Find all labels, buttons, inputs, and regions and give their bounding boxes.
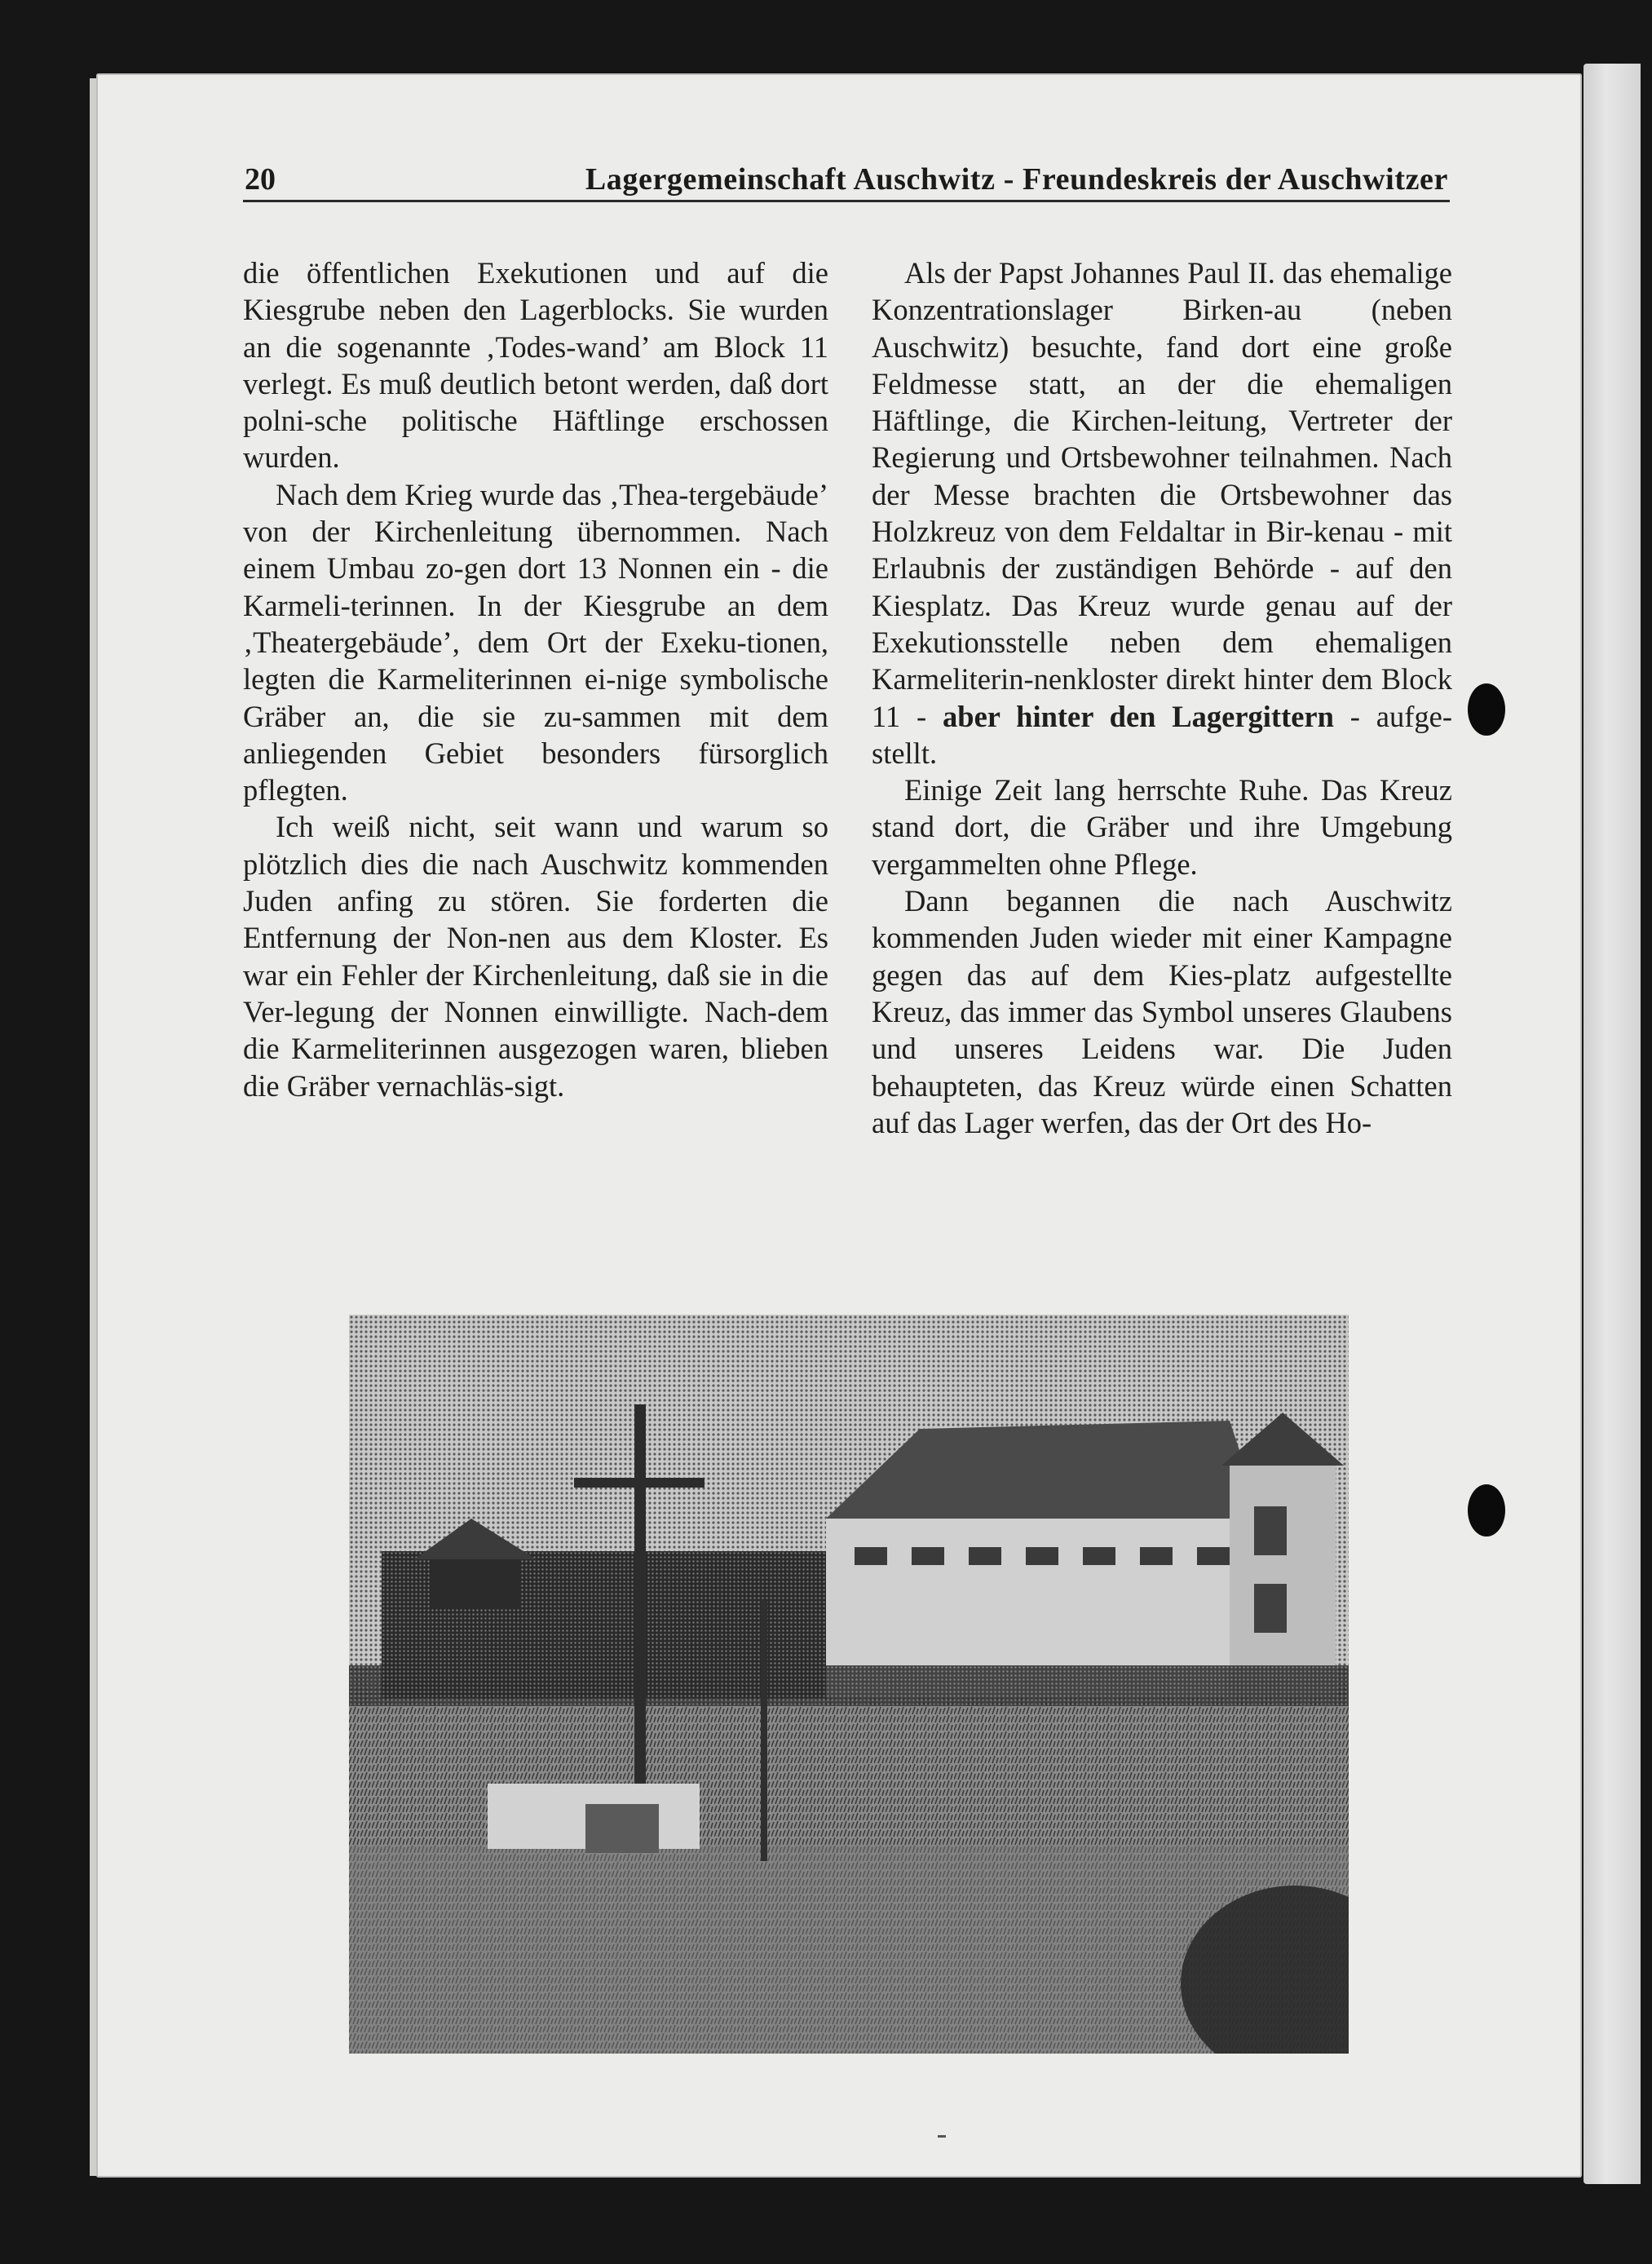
- running-header: [243, 158, 1450, 202]
- right-paragraph-1-end: - aufge-stellt.: [872, 699, 1452, 770]
- right-paragraph-3: Dann begannen die nach Auschwitz kommenden Juden wieder mit einer Kampagne gegen das auf dem Kies-platz aufgestellte Kreuz, das immer das Symbol unseres Glaubens und unseres Leidens war. Die Juden behaupteten, das Kreuz würde einen Schatten auf das Lager werfen, das der Ort des Ho-: [872, 884, 1452, 1139]
- photo-cross-post: [634, 1404, 646, 1845]
- cross-photograph: [349, 1315, 1349, 2054]
- punch-hole-upper: [1468, 683, 1505, 736]
- left-paragraph-1: die öffentlichen Exekutionen und auf die Kiesgrube neben den Lagerblocks. Sie wurden an die sogenannte ‚Todes-wand’ am Block 11 verlegt. Es muß deutlich betont werden, daß dort polni-sche politische Häftlinge erschossen wurden.: [243, 256, 828, 475]
- right-paragraph-1: [872, 254, 1452, 772]
- running-title: Lagergemeinschaft Auschwitz - Freundeskreis der Auschwitzer: [585, 162, 1448, 197]
- adjacent-page-edge: [1584, 64, 1641, 2184]
- right-paragraph-2: Einige Zeit lang herrschte Ruhe. Das Kreuz stand dort, die Gräber und ihre Umgebung vergammelten ohne Pflege.: [872, 773, 1452, 881]
- left-paragraph-3: Ich weiß nicht, seit wann und warum so plötzlich dies die nach Auschwitz kommenden Juden anfing zu stören. Sie forderten die Entfernung der Non-nen aus dem Kloster. Es war ein Fehler der Kirchenleitung, daß sie in die Ver-legung der Nonnen einwilligte. Nach-dem die Karmeliterinnen ausgezogen waren, blieben die Gräber vernachläs-sigt.: [243, 810, 828, 1103]
- page-number: 20: [245, 162, 276, 197]
- punch-hole-lower: [1468, 1484, 1505, 1537]
- photo-building-tower: [1230, 1461, 1336, 1698]
- left-text-column: [243, 254, 828, 1104]
- page-mark: [938, 2135, 946, 2138]
- photo-bare-tree: [761, 1600, 767, 1861]
- right-text-column: [872, 254, 1452, 1141]
- left-paragraph-2: Nach dem Krieg wurde das ‚Thea-tergebäude’ von der Kirchenleitung übernommen. Nach einem Umbau zo-gen dort 13 Nonnen ein - die Karmeli-terinnen. In der Kiesgrube an dem ‚Theatergebäude’, dem Ort der Exeku-tionen, legten die Karmeliterinnen ei-nige symbolische Gräber an, die sie zu-sammen mit dem anliegenden Gebiet besonders fürsorglich pflegten.: [243, 477, 828, 807]
- cross-photograph-image: [349, 1315, 1349, 2054]
- photo-watchtower: [431, 1559, 520, 1608]
- photo-cross-beam: [574, 1478, 705, 1488]
- right-paragraph-1-start: Als der Papst Johannes Paul II. das ehemalige Konzentrationslager Birken-au (neben Auschwitz) besuchte, fand dort eine große Feldmesse statt, an der die ehemaligen Häftlinge, die Kirchen-leitung, Vertreter der Regierung und Ortsbewohner teilnahmen. Nach der Messe brachten die Ortsbewohner das Holzkreuz von dem Feldaltar in Bir-kenau - mit Erlaubnis der zuständigen Behörde - auf den Kiesplatz. Das Kreuz wurde genau auf der Exekutionsstelle neben dem ehemaligen Karmeliterin-nenkloster direkt hinter dem Block 11 -: [872, 256, 1452, 733]
- right-paragraph-1-emphasis: aber hinter den Lagergittern: [943, 699, 1334, 733]
